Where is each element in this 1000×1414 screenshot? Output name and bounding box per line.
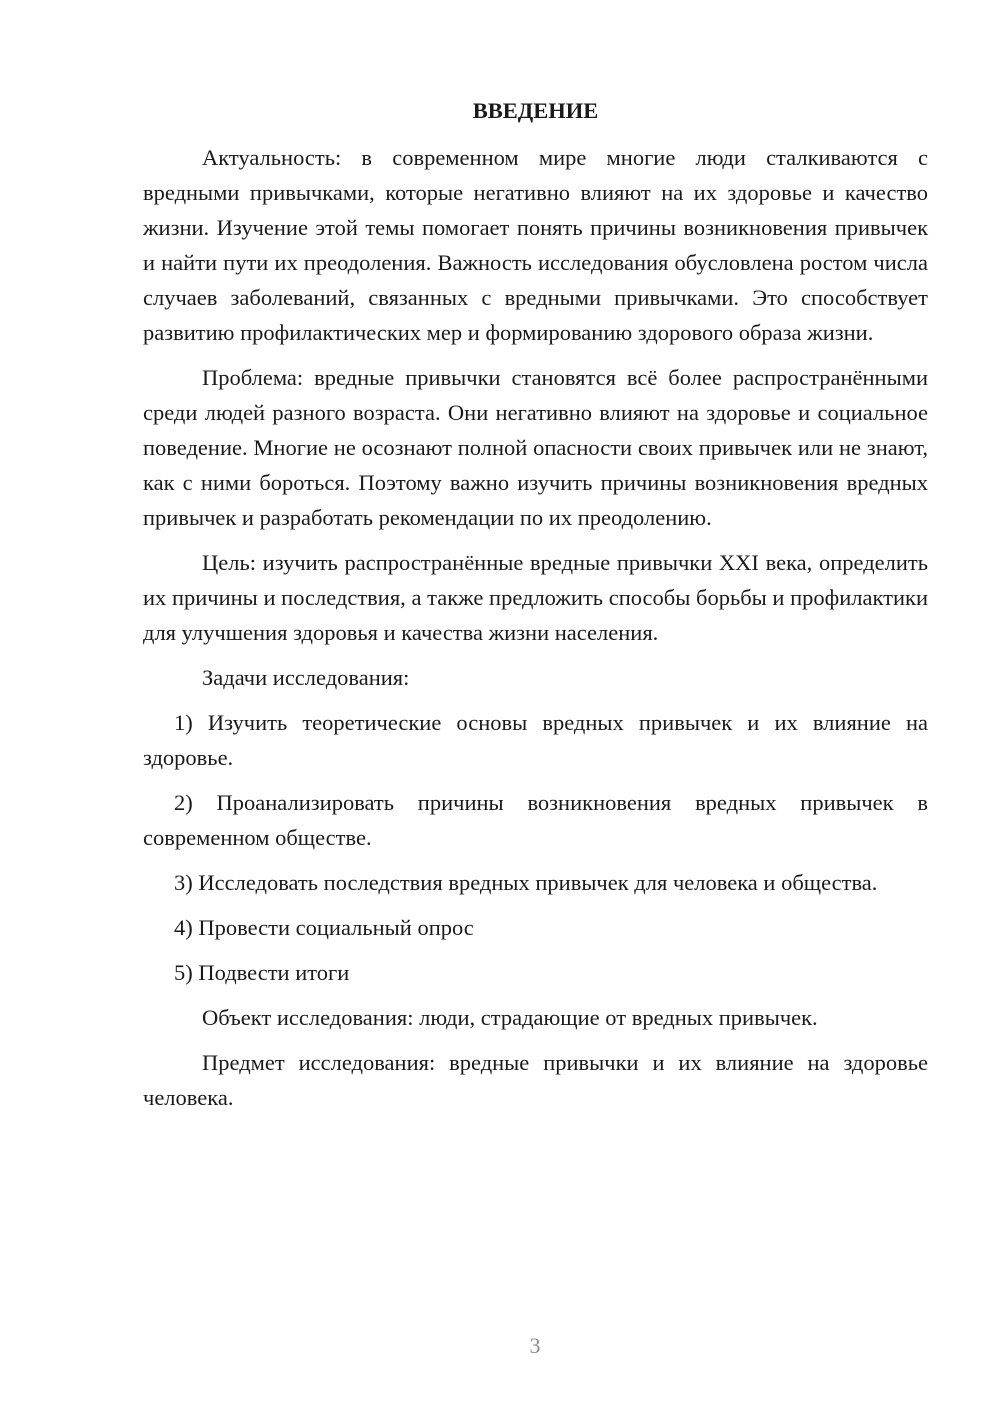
- tasks-heading: Задачи исследования:: [202, 665, 410, 690]
- task-item-2: 2) Проанализировать причины возникновения вредных привычек в современном обществе.: [143, 790, 928, 850]
- task-item-4: 4) Провести социальный опрос: [174, 915, 474, 940]
- task-item-5: 5) Подвести итоги: [174, 960, 350, 985]
- task-item-1: 1) Изучить теоретические основы вредных привычек и их влияние на здоровье.: [143, 710, 928, 770]
- problem-paragraph: Проблема: вредные привычки становятся всё более распространёнными среди людей разного возраста. Они негативно влияют на здоровье и социальное поведение. Многие не осознают полной опасности своих привычек или не знают, как с ними бороться. Поэтому важно изучить причины возникновения вредных привычек и разработать рекомендации по их преодолению.: [143, 365, 928, 530]
- section-heading: ВВЕДЕНИЕ: [472, 98, 599, 123]
- subject-paragraph: Предмет исследования: вредные привычки и их влияние на здоровье человека.: [143, 1050, 928, 1110]
- relevance-paragraph: Актуальность: в современном мире многие люди сталкиваются с вредными привычками, которые негативно влияют на их здоровье и качество жизни. Изучение этой темы помогает понять причины возникновения привычек и найти пути их преодоления. Важность исследования обусловлена ростом числа случаев заболеваний, связанных с вредными привычками. Это способствует развитию профилактических мер и формированию здорового образа жизни.: [143, 145, 928, 345]
- page-number: 3: [529, 1333, 541, 1358]
- object-paragraph: Объект исследования: люди, страдающие от вредных привычек.: [202, 1005, 818, 1030]
- goal-paragraph: Цель: изучить распространённые вредные привычки XXI века, определить их причины и последствия, а также предложить способы борьбы и профилактики для улучшения здоровья и качества жизни населения.: [143, 550, 928, 645]
- task-item-3: 3) Исследовать последствия вредных привычек для человека и общества.: [174, 870, 878, 895]
- document-page: [143, 96, 928, 1125]
